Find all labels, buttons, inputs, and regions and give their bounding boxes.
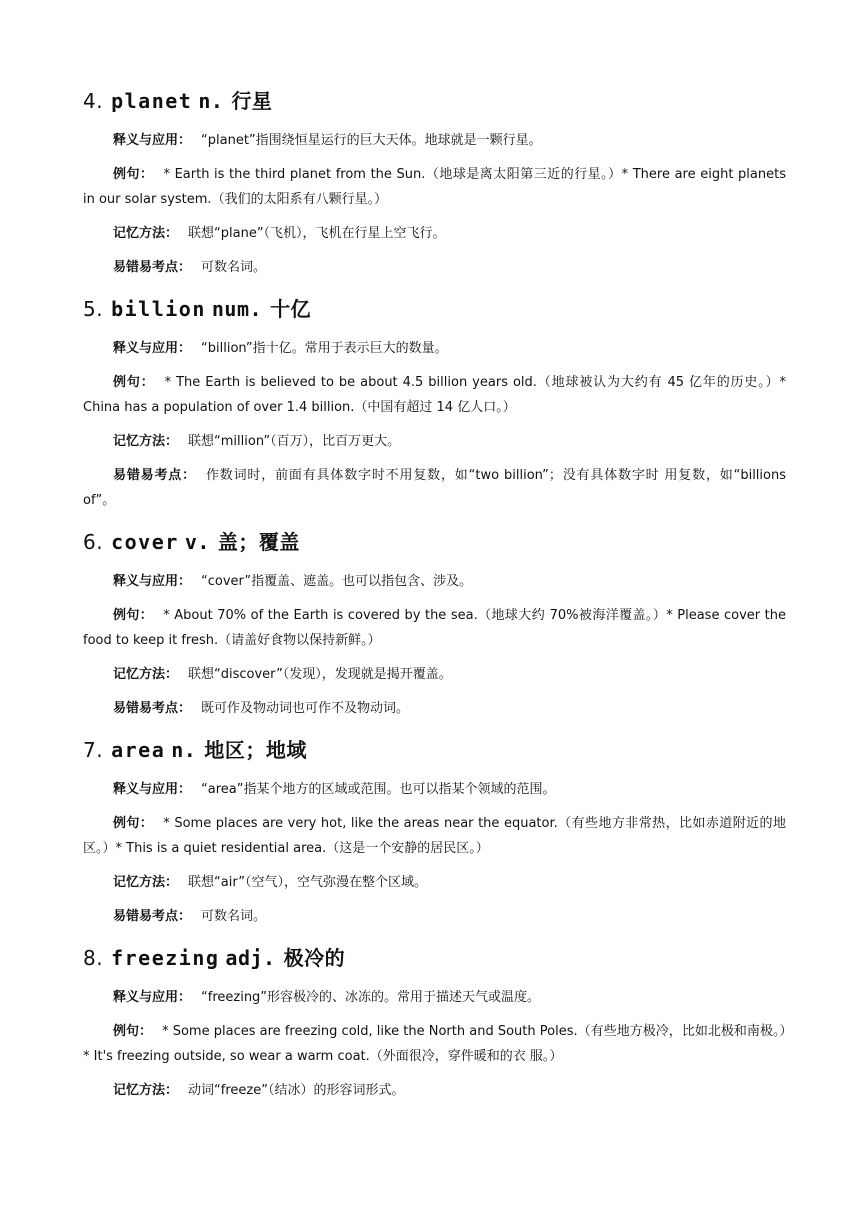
pitfall-paragraph — [83, 463, 786, 513]
vocab-entry — [83, 943, 786, 1103]
example-text: * The Earth is believed to be about 4.5 billion years old.（地球被认为大约有 45 亿年的历史。）* China has a population of over 1.4 billion.（中国有超过 14 亿人口。） — [83, 375, 786, 415]
memory-method-text: 联想“air”（空气），空气弥漫在整个区域。 — [188, 875, 427, 890]
entry-number: 8. — [83, 946, 104, 970]
example-text: * About 70% of the Earth is covered by the sea.（地球大约 70%被海洋覆盖。）* Please cover the food to keep it fresh.（请盖好食物以保持新鲜。） — [83, 608, 786, 648]
pitfall-text: 既可作及物动词也可作不及物动词。 — [201, 701, 410, 716]
definition-label: 释义与应用： — [113, 782, 192, 797]
definition-label: 释义与应用： — [113, 574, 192, 589]
example-label: 例句： — [113, 1024, 153, 1039]
pitfall-label: 易错易考点： — [113, 701, 192, 716]
vocab-entry — [83, 527, 786, 721]
pitfall-text: 可数名词。 — [201, 909, 267, 924]
example-text: * Some places are freezing cold, like the North and South Poles.（有些地方极冷，比如北极和南极。）* It's freezing outside, so wear a warm coat.（外面很冷，穿件暖和的衣 服。） — [83, 1024, 786, 1064]
definition-text: “planet”指围绕恒星运行的巨大天体。地球就是一颗行星。 — [201, 133, 542, 148]
entry-meaning: 地区；地域 — [204, 738, 307, 762]
vocab-entry — [83, 735, 786, 929]
entry-meaning: 行星 — [231, 89, 273, 113]
entry-title — [83, 86, 786, 116]
entry-meaning: 十亿 — [270, 297, 312, 321]
example-label: 例句： — [113, 608, 154, 623]
pitfall-paragraph — [83, 255, 786, 280]
definition-text: “cover”指覆盖、遮盖。也可以指包含、涉及。 — [201, 574, 473, 589]
pitfall-paragraph — [83, 904, 786, 929]
pitfall-label: 易错易考点： — [113, 909, 192, 924]
entry-title — [83, 294, 786, 324]
definition-paragraph — [83, 128, 786, 153]
vocabulary-list — [83, 86, 786, 1103]
memory-method-label: 记忆方法： — [113, 1083, 179, 1098]
entry-part-of-speech: v. — [184, 530, 210, 554]
vocab-entry — [83, 86, 786, 280]
pitfall-paragraph — [83, 696, 786, 721]
memory-method-text: 联想“million”（百万），比百万更大。 — [188, 434, 401, 449]
entry-word: area — [111, 738, 166, 762]
entry-part-of-speech: num. — [211, 297, 263, 321]
entry-title — [83, 527, 786, 557]
pitfall-label: 易错易考点： — [113, 468, 196, 483]
example-paragraph — [83, 1019, 786, 1069]
example-label: 例句： — [113, 167, 154, 182]
memory-method-paragraph — [83, 1078, 786, 1103]
definition-paragraph — [83, 985, 786, 1010]
pitfall-label: 易错易考点： — [113, 260, 192, 275]
vocab-entry — [83, 294, 786, 513]
pitfall-text: 可数名词。 — [201, 260, 267, 275]
memory-method-text: 联想“discover”（发现），发现就是揭开覆盖。 — [188, 667, 452, 682]
entry-part-of-speech: n. — [171, 738, 197, 762]
pitfall-text: 作数词时，前面有具体数字时不用复数，如“two billion”；没有具体数字时 用复数，如“billions of”。 — [83, 468, 786, 508]
example-paragraph — [83, 370, 786, 420]
entry-number: 4. — [83, 89, 104, 113]
definition-paragraph — [83, 336, 786, 361]
definition-label: 释义与应用： — [113, 341, 192, 356]
definition-text: “freezing”形容极冷的、冰冻的。常用于描述天气或温度。 — [201, 990, 541, 1005]
example-paragraph — [83, 603, 786, 653]
entry-title — [83, 735, 786, 765]
example-text: * Earth is the third planet from the Sun.（地球是离太阳第三近的行星。）* There are eight planets in our solar system.（我们的太阳系有八颗行星。） — [83, 167, 786, 207]
memory-method-label: 记忆方法： — [113, 875, 179, 890]
example-paragraph — [83, 811, 786, 861]
entry-word: freezing — [111, 946, 220, 970]
definition-label: 释义与应用： — [113, 133, 192, 148]
memory-method-label: 记忆方法： — [113, 434, 179, 449]
entry-part-of-speech: n. — [198, 89, 224, 113]
example-text: * Some places are very hot, like the areas near the equator.（有些地方非常热，比如赤道附近的地区。）* This is a quiet residential area.（这是一个安静的居民区。） — [83, 816, 786, 856]
memory-method-label: 记忆方法： — [113, 226, 179, 241]
memory-method-paragraph — [83, 429, 786, 454]
memory-method-label: 记忆方法： — [113, 667, 179, 682]
definition-label: 释义与应用： — [113, 990, 192, 1005]
entry-number: 7. — [83, 738, 104, 762]
memory-method-paragraph — [83, 221, 786, 246]
entry-title — [83, 943, 786, 973]
definition-text: “area”指某个地方的区域或范围。也可以指某个领域的范围。 — [201, 782, 556, 797]
entry-word: cover — [111, 530, 179, 554]
entry-number: 5. — [83, 297, 104, 321]
definition-paragraph — [83, 777, 786, 802]
memory-method-paragraph — [83, 870, 786, 895]
memory-method-text: 联想“plane”（飞机），飞机在行星上空飞行。 — [188, 226, 446, 241]
entry-meaning: 极冷的 — [283, 946, 346, 970]
entry-meaning: 盖；覆盖 — [217, 530, 300, 554]
memory-method-text: 动词“freeze”（结冰）的形容词形式。 — [188, 1083, 405, 1098]
definition-text: “billion”指十亿。常用于表示巨大的数量。 — [201, 341, 448, 356]
example-label: 例句： — [113, 375, 155, 390]
example-paragraph — [83, 162, 786, 212]
memory-method-paragraph — [83, 662, 786, 687]
entry-word: billion — [111, 297, 206, 321]
entry-part-of-speech: adj. — [225, 946, 276, 970]
entry-word: planet — [111, 89, 193, 113]
definition-paragraph — [83, 569, 786, 594]
example-label: 例句： — [113, 816, 154, 831]
entry-number: 6. — [83, 530, 104, 554]
